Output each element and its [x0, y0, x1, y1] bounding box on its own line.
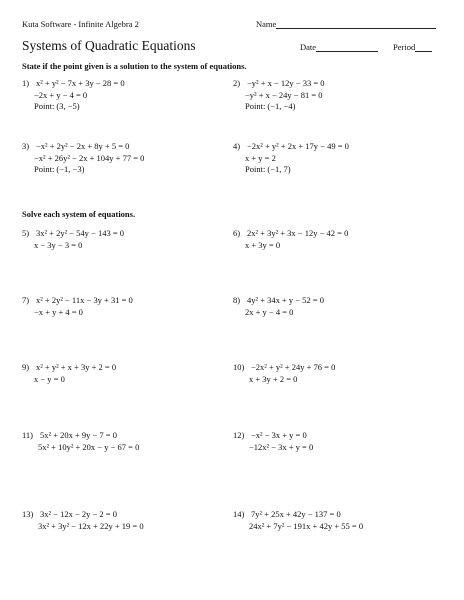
problem-1	[22, 78, 125, 113]
equation-2: 5x² + 10y² + 20x − y − 67 = 0	[38, 441, 140, 452]
problem-5	[22, 228, 124, 251]
point: Point: (−1, 7)	[245, 164, 291, 174]
problem-7	[22, 295, 133, 318]
equation-1: 2x² + 3y² + 3x − 12y − 42 = 0	[247, 228, 349, 238]
problem-9	[22, 362, 116, 385]
equation-2: x + 3y = 0	[245, 239, 281, 250]
equation-1: x² + y² + x + 3y + 2 = 0	[36, 362, 117, 372]
equation-1: −x² + 2y² − 2x + 8y + 5 = 0	[36, 141, 130, 151]
equation-2: −2x + y − 4 = 0	[34, 89, 88, 100]
problem-number: 14)	[233, 509, 245, 519]
equation-1: 3x² + 2y² − 54y − 143 = 0	[36, 228, 125, 238]
problem-number: 10)	[233, 362, 245, 372]
equation-1: −y² + x − 12y − 33 = 0	[247, 78, 325, 88]
equation-2: 2x + y − 4 = 0	[245, 306, 294, 317]
equation-2: x − 3y − 3 = 0	[34, 239, 83, 250]
equation-2: x − y = 0	[34, 373, 65, 384]
problem-3	[22, 141, 144, 176]
problem-number: 1)	[22, 78, 30, 88]
section1-instruction: State if the point given is a solution to the system of equations.	[22, 61, 247, 71]
name-field[interactable]	[256, 19, 436, 29]
date-blank[interactable]	[316, 42, 378, 52]
worksheet-title: Systems of Quadratic Equations	[22, 38, 196, 53]
problem-2	[233, 78, 325, 113]
point: Point: (−1, −3)	[34, 164, 85, 174]
problem-12	[233, 430, 313, 453]
date-field[interactable]	[300, 42, 378, 52]
equation-2: x + 3y + 2 = 0	[249, 373, 298, 384]
problem-number: 13)	[22, 509, 34, 519]
section2-instruction: Solve each system of equations.	[22, 209, 136, 219]
problem-number: 5)	[22, 228, 30, 238]
publisher-label: Kuta Software - Infinite Algebra 2	[22, 19, 139, 29]
equation-1: 4y² + 34x + y − 52 = 0	[247, 295, 324, 305]
problem-8	[233, 295, 324, 318]
equation-2: −12x² − 3x + y = 0	[249, 441, 314, 452]
point: Point: (−1, −4)	[245, 101, 296, 111]
equation-2: −x² + 26y² − 2x + 104y + 77 = 0	[34, 152, 145, 163]
problem-11	[22, 430, 139, 453]
problem-number: 9)	[22, 362, 30, 372]
point: Point: (3, −5)	[34, 101, 80, 111]
equation-2: 3x² + 3y² − 12x + 22y + 19 = 0	[38, 520, 144, 531]
equation-1: 3x² − 12x − 2y − 2 = 0	[40, 509, 117, 519]
problem-number: 12)	[233, 430, 245, 440]
equation-1: 7y² + 25x + 42y − 137 = 0	[251, 509, 341, 519]
problem-4	[233, 141, 349, 176]
equation-2: x + y = 2	[245, 152, 276, 163]
problem-6	[233, 228, 348, 251]
problem-number: 7)	[22, 295, 30, 305]
date-label: Date	[300, 42, 317, 52]
equation-1: −2x² + y² + 24y + 76 = 0	[251, 362, 336, 372]
problem-number: 2)	[233, 78, 241, 88]
problem-number: 4)	[233, 141, 241, 151]
equation-2: −y² + x − 24y − 81 = 0	[245, 89, 323, 100]
equation-1: x² + 2y² − 11x − 3y + 31 = 0	[36, 295, 133, 305]
equation-2: −x + y + 4 = 0	[34, 306, 83, 317]
equation-1: 5x² + 20x + 9y − 7 = 0	[40, 430, 117, 440]
problem-number: 8)	[233, 295, 241, 305]
equation-2: 24x² + 7y² − 191x + 42y + 55 = 0	[249, 520, 364, 531]
problem-number: 3)	[22, 141, 30, 151]
problem-number: 11)	[22, 430, 34, 440]
period-label: Period	[393, 42, 416, 52]
equation-1: −2x² + y² + 2x + 17y − 49 = 0	[247, 141, 349, 151]
problem-14	[233, 509, 363, 532]
period-field[interactable]	[393, 42, 432, 52]
period-blank[interactable]	[415, 42, 432, 52]
problem-number: 6)	[233, 228, 241, 238]
equation-1: −x² − 3x + y = 0	[251, 430, 307, 440]
name-label: Name	[256, 19, 277, 29]
problem-10	[233, 362, 335, 385]
problem-13	[22, 509, 144, 532]
name-blank[interactable]	[276, 19, 436, 29]
equation-1: x² + y² − 7x + 3y − 28 = 0	[36, 78, 125, 88]
